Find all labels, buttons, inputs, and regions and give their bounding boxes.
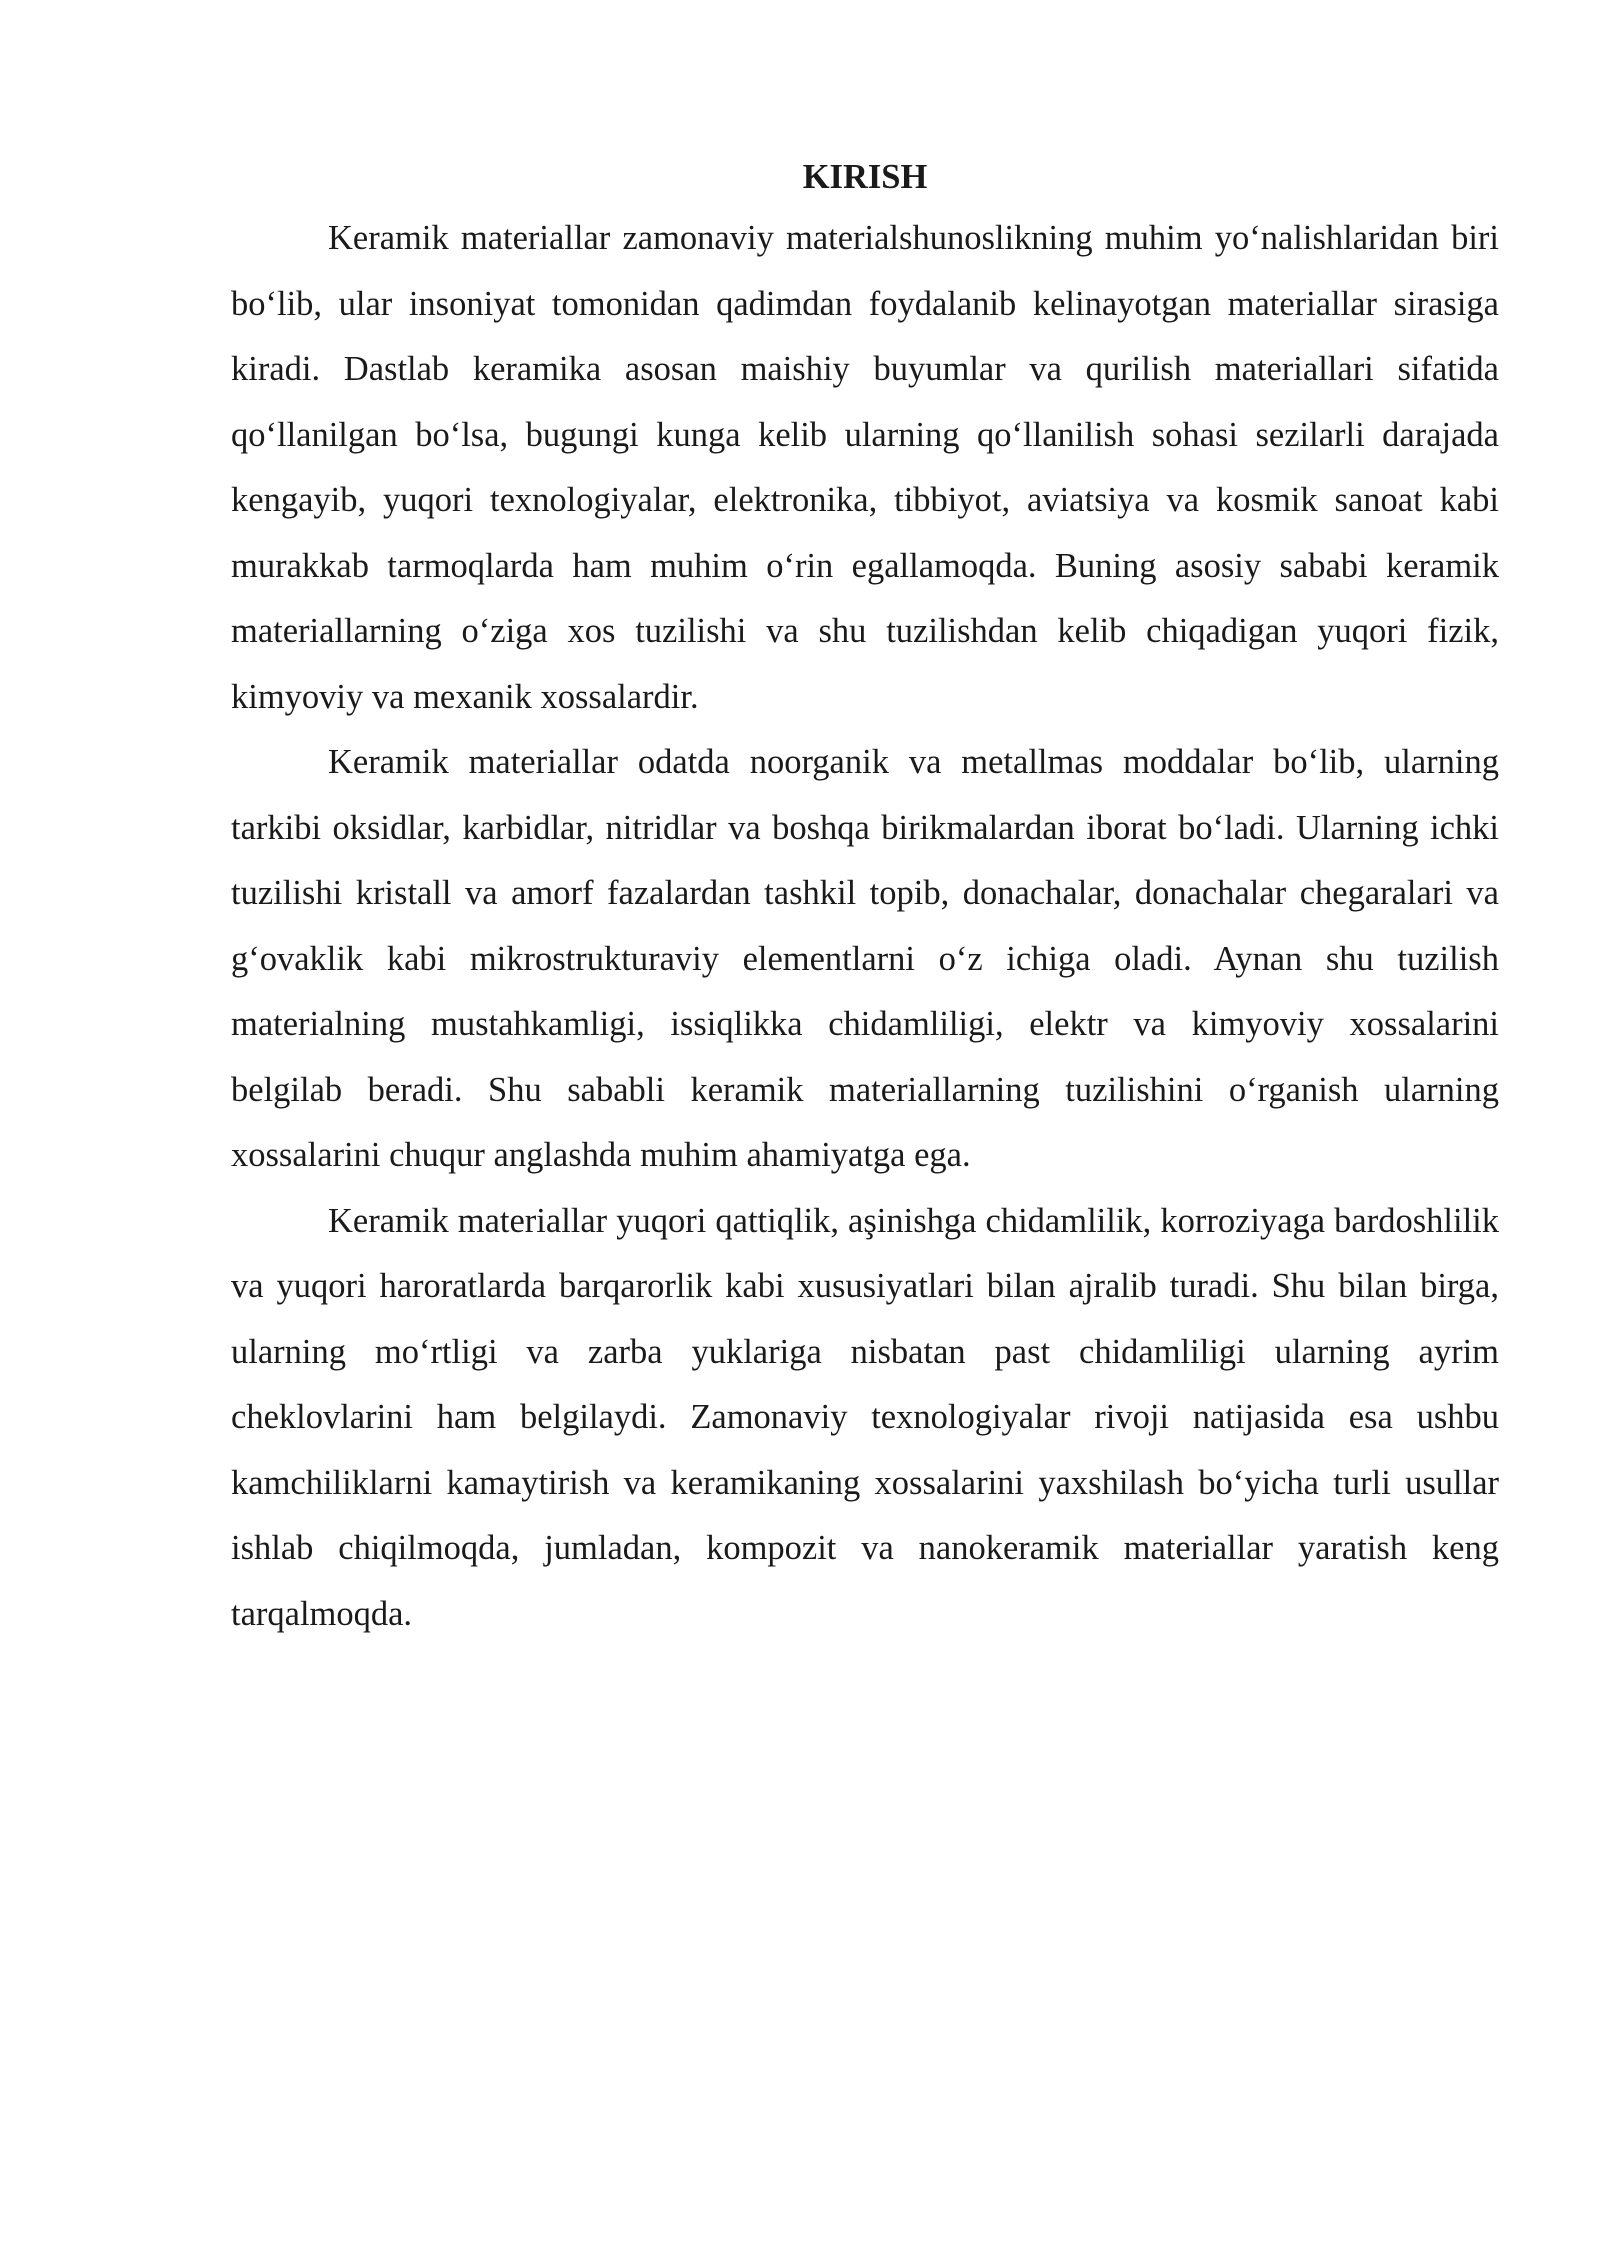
- paragraph-2: Keramik materiallar odatda noorganik va metallmas moddalar boʻlib, ularning tarkibi oksidlar, karbidlar, nitridlar va boshqa birikmalardan iborat boʻladi. Ularning ichki tuzilishi kristall va amorf fazalardan tashkil topib, donachalar, donachalar chegaralari va gʻovaklik kabi mikrostrukturaviy elementlarni oʻz ichiga oladi. Aynan shu tuzilish materialning mustahkamligi, issiqlikka chidamliligi, elektr va kimyoviy xossalarini belgilab beradi. Shu sababli keramik materiallarning tuzilishini oʻrganish ularning xossalarini chuqur anglashda muhim ahamiyatga ega.: [231, 743, 1499, 1174]
- document-body: [231, 148, 1499, 1647]
- paragraph-1: Keramik materiallar zamonaviy materialshunoslikning muhim yoʻnalishlaridan biri boʻlib, ular insoniyat tomonidan qadimdan foydalanib kelinayotgan materiallar sirasiga kiradi. Dastlab keramika asosan maishiy buyumlar va qurilish materiallari sifatida qoʻllanilgan boʻlsa, bugungi kunga kelib ularning qoʻllanilish sohasi sezilarli darajada kengayib, yuqori texnologiyalar, elektronika, tibbiyot, aviatsiya va kosmik sanoat kabi murakkab tarmoqlarda ham muhim oʻrin egallamoqda. Buning asosiy sababi keramik materiallarning oʻziga xos tuzilishi va shu tuzilishdan kelib chiqadigan yuqori fizik, kimyoviy va mexanik xossalardir.: [231, 219, 1499, 716]
- section-title: KIRISH: [802, 158, 928, 196]
- paragraph-3: Keramik materiallar yuqori qattiqlik, aşinishga chidamlilik, korroziyaga bardoshlilik va yuqori haroratlarda barqarorlik kabi xususiyatlari bilan ajralib turadi. Shu bilan birga, ularning moʻrtligi va zarba yuklariga nisbatan past chidamliligi ularning ayrim cheklovlarini ham belgilaydi. Zamonaviy texnologiyalar rivoji natijasida esa ushbu kamchiliklarni kamaytirish va keramikaning xossalarini yaxshilash boʻyicha turli usullar ishlab chiqilmoqda, jumladan, kompozit va nanokeramik materiallar yaratish keng tarqalmoqda.: [231, 1201, 1499, 1633]
